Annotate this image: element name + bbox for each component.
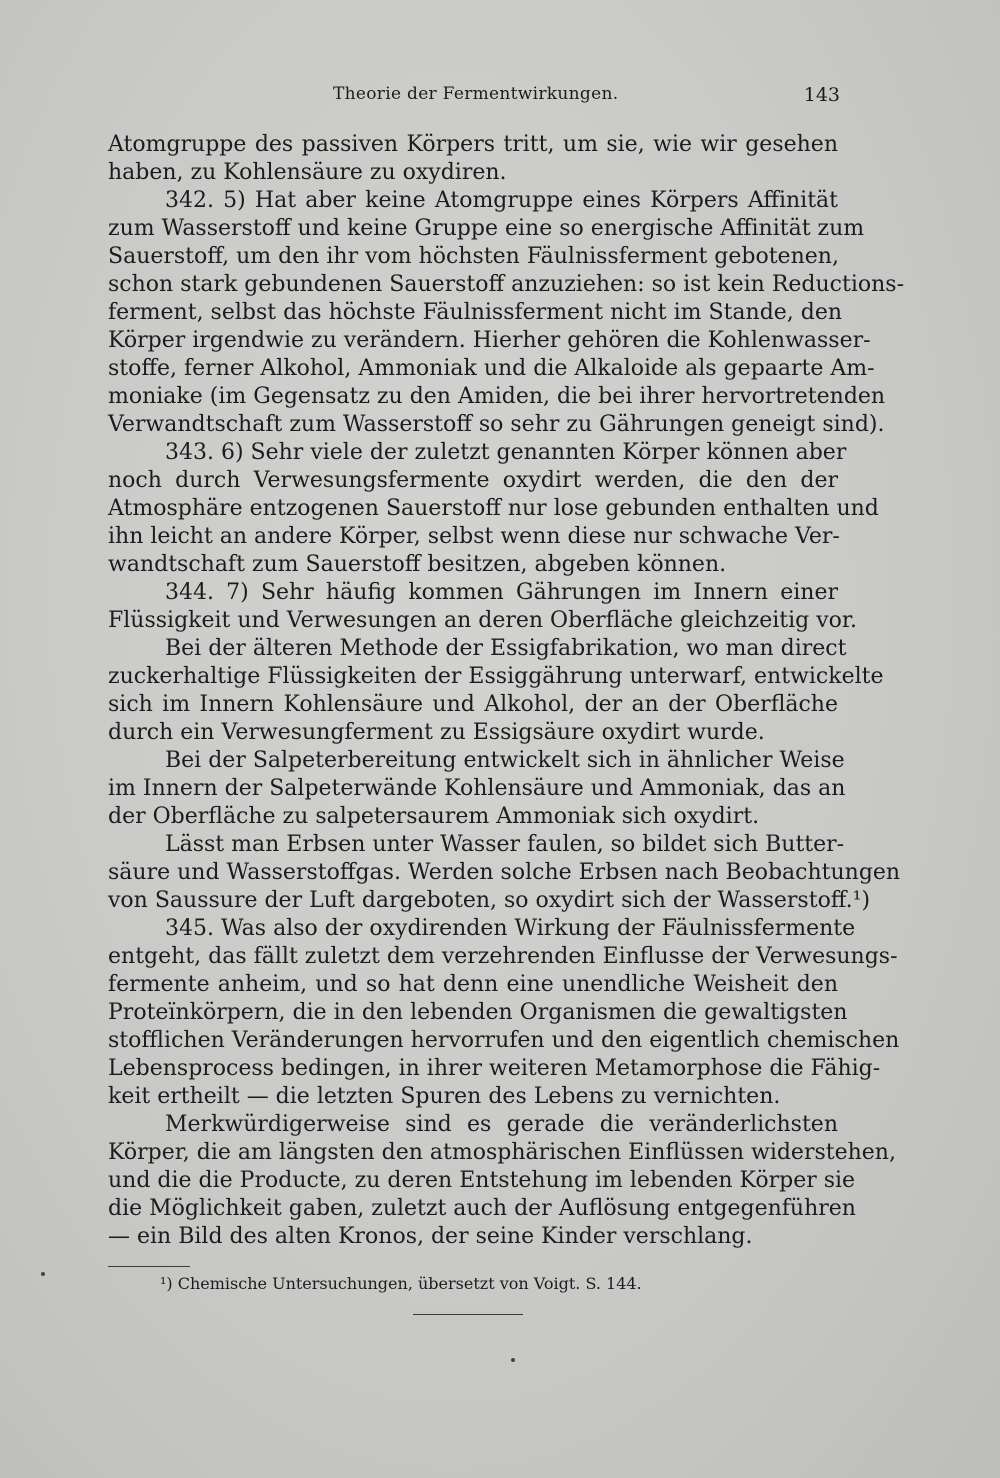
text-line: ihn leicht an andere Körper, selbst wenn diese nur schwache Ver- bbox=[108, 524, 840, 549]
text-line: durch ein Verwesungferment zu Essigsäure oxydirt wurde. bbox=[108, 720, 765, 745]
end-rule bbox=[413, 1314, 523, 1315]
text-line: Flüssigkeit und Verwesungen an deren Oberfläche gleichzeitig vor. bbox=[108, 608, 858, 633]
text-line: wandtschaft zum Sauerstoff besitzen, abgeben können. bbox=[108, 552, 727, 577]
text-line: Merkwürdigerweise sind es gerade die veränderlichsten bbox=[165, 1112, 838, 1137]
text-line: und die die Producte, zu deren Entstehung im lebenden Körper sie bbox=[108, 1168, 856, 1193]
text-line: ferment, selbst das höchste Fäulnissferment nicht im Stande, den bbox=[108, 300, 843, 325]
text-line: 345. Was also der oxydirenden Wirkung der Fäulnissfermente bbox=[165, 916, 856, 941]
text-line: Proteïnkörpern, die in den lebenden Organismen die gewaltigsten bbox=[108, 1000, 848, 1025]
text-line: stoffe, ferner Alkohol, Ammoniak und die Alkaloide als gepaarte Am- bbox=[108, 356, 875, 381]
footnote: ¹) Chemische Untersuchungen, übersetzt von Voigt. S. 144. bbox=[160, 1274, 642, 1293]
margin-speck bbox=[511, 1358, 515, 1362]
text-line: stofflichen Veränderungen hervorrufen und den eigentlich chemischen bbox=[108, 1028, 900, 1053]
text-line: die Möglichkeit gaben, zuletzt auch der Auflösung entgegenführen bbox=[108, 1196, 856, 1221]
text-line: der Oberfläche zu salpetersaurem Ammoniak sich oxydirt. bbox=[108, 804, 760, 829]
footnote-rule bbox=[108, 1266, 190, 1267]
page-header bbox=[108, 80, 838, 110]
text-line: Bei der älteren Methode der Essigfabrikation, wo man direct bbox=[165, 636, 847, 661]
text-line: zuckerhaltige Flüssigkeiten der Essiggährung unterwarf, entwickelte bbox=[108, 664, 884, 689]
text-line: 342. 5) Hat aber keine Atomgruppe eines Körpers Affinität bbox=[165, 188, 838, 213]
text-line: säure und Wasserstoffgas. Werden solche Erbsen nach Beobachtungen bbox=[108, 860, 901, 885]
text-line: sich im Innern Kohlensäure und Alkohol, der an der Oberfläche bbox=[108, 692, 838, 717]
text-line: noch durch Verwesungsfermente oxydirt werden, die den der bbox=[108, 468, 838, 493]
text-line: 344. 7) Sehr häufig kommen Gährungen im Innern einer bbox=[165, 580, 838, 605]
text-line: moniake (im Gegensatz zu den Amiden, die bei ihrer hervortretenden bbox=[108, 384, 886, 409]
text-line: haben, zu Kohlensäure zu oxydiren. bbox=[108, 160, 507, 185]
text-line: keit ertheilt — die letzten Spuren des Lebens zu vernichten. bbox=[108, 1084, 781, 1109]
text-line: Sauerstoff, um den ihr vom höchsten Fäulnissferment gebotenen, bbox=[108, 244, 839, 269]
text-line: Lässt man Erbsen unter Wasser faulen, so bildet sich Butter- bbox=[165, 832, 845, 857]
text-line: — ein Bild des alten Kronos, der seine Kinder verschlang. bbox=[108, 1224, 753, 1249]
text-line: Körper irgendwie zu verändern. Hierher gehören die Kohlenwasser- bbox=[108, 328, 871, 353]
text-line: zum Wasserstoff und keine Gruppe eine so energische Affinität zum bbox=[108, 216, 865, 241]
text-line: von Saussure der Luft dargeboten, so oxydirt sich der Wasserstoff.¹) bbox=[108, 888, 871, 913]
page-number: 143 bbox=[803, 84, 840, 106]
text-line: im Innern der Salpeterwände Kohlensäure und Ammoniak, das an bbox=[108, 776, 846, 801]
body-text bbox=[108, 131, 905, 1251]
text-line: Körper, die am längsten den atmosphärischen Einflüssen widerstehen, bbox=[108, 1140, 896, 1165]
text-line: entgeht, das fällt zuletzt dem verzehrenden Einflusse der Verwesungs- bbox=[108, 944, 898, 969]
running-title: Theorie der Fermentwirkungen. bbox=[333, 84, 619, 104]
text-line: Lebensprocess bedingen, in ihrer weiteren Metamorphose die Fähig- bbox=[108, 1056, 881, 1081]
text-line: schon stark gebundenen Sauerstoff anzuziehen: so ist kein Reductions- bbox=[108, 272, 905, 297]
text-line: Bei der Salpeterbereitung entwickelt sich in ähnlicher Weise bbox=[165, 748, 845, 773]
text-line: Atomgruppe des passiven Körpers tritt, um sie, wie wir gesehen bbox=[108, 132, 838, 157]
margin-speck bbox=[41, 1272, 45, 1276]
text-line: fermente anheim, und so hat denn eine unendliche Weisheit den bbox=[108, 972, 838, 997]
text-line: Atmosphäre entzogenen Sauerstoff nur lose gebunden enthalten und bbox=[108, 496, 879, 521]
text-line: 343. 6) Sehr viele der zuletzt genannten Körper können aber bbox=[165, 440, 847, 465]
text-line: Verwandtschaft zum Wasserstoff so sehr zu Gährungen geneigt sind). bbox=[108, 412, 885, 437]
